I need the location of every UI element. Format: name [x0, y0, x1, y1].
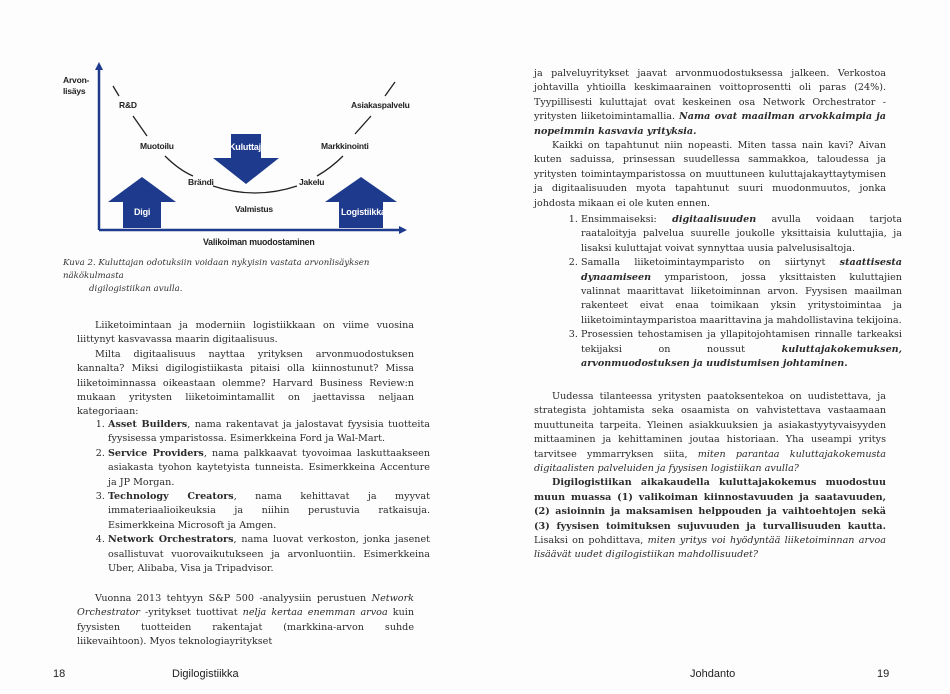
- label-muotoilu: Muotoilu: [140, 141, 174, 151]
- category-text: , nama luovat verkoston, jonka jasenet osallistuvat vuorovaikutukseen ja arvonluontiin. Esimerkkeina Uber, Alibaba, Visa ja Tripadvisor.: [108, 534, 430, 575]
- curve-segment: [317, 156, 343, 176]
- label-jakelu: Jakelu: [299, 177, 325, 187]
- left-closing-text: [77, 592, 414, 650]
- right-page: [475, 0, 950, 694]
- text-run-bold-italic: kuluttajakokemuksen, arvonmuodostuksen ja uudistumisen johtaminen.: [581, 343, 902, 370]
- label-digi: Digi: [134, 207, 151, 217]
- figure-caption: [63, 257, 423, 296]
- category-name: Service Providers: [108, 447, 204, 459]
- text-run: Prosessien tehostamisen ja yllapitojohtamisen rinnalle tarkeaksi tekijaksi on noussut: [581, 329, 902, 355]
- paragraph: [534, 476, 886, 562]
- paragraph: Milta digitaalisuus nayttaa yrityksen arvonmuodostuksen kannalta? Miksi digilogistiikasta pitaisi olla kiinnostunut? Missa liiketoiminnassa oikeastaan olemme? Harvard Business Review:n mukaan yritysten liiketoimintamallit on jaettavissa neljaan kategoriaan:: [77, 348, 414, 418]
- right-intro-text: [534, 67, 886, 211]
- x-axis-label: Valikoiman muodostaminen: [203, 237, 315, 247]
- paragraph-text: Liiketoimintaan ja moderniin logistiikkaan on viime vuosina liittynyt kasvavassa maarin digitaalisuus.: [77, 320, 414, 346]
- label-markkinointi: Markkinointi: [321, 141, 369, 151]
- list-item: [108, 447, 430, 490]
- text-run: ymparistoon, jossa yksittaisten kuluttajien valinnat maarittavat liiketoiminnan arvon. Fyysisen maailman rakenteet eivat enaa toimikaan yksin yritystoimintaa ja liiketoimintaymparistoa maarittavina ja mahdollistavina tekijoina.: [581, 271, 902, 326]
- label-valmistus: Valmistus: [235, 204, 273, 214]
- text-run: Uudessa tilanteessa yritysten paatoksentekoa on uudistettava, ja strategista johtamista seka osaamista on vahvistettava vastaamaan muuttuneita tarpeita. Yleinen asiakkuuksien ja asiakastyytyvaisyyden mittaaminen ja kehittaminen joutaa historiaan. Yha useampi yritys tarvitsee ymmarryksen siita,: [534, 391, 886, 460]
- text-run: ja palveluyritykset jaavat arvonmuodostuksessa jalkeen. Verkostoa johtavilla yhtioilla keskimaarainen voittoprosentti oli paras (24%). Tyypillisesti kuluttajat ovat keskeinen osa Network Orchestrator -yritysten liiketoimintamallia.: [534, 68, 886, 123]
- right-page-number: 19: [877, 668, 890, 680]
- label-logistiikka: Logistiikka: [341, 207, 386, 217]
- label-rd: R&D: [119, 100, 137, 110]
- text-run-italic: miten yritys voi hyödyntää liiketoiminnan arvoa lisäävät uudet digilogistiikan mahdollisuudet?: [534, 535, 886, 561]
- text-run-bold-italic: staattisesta dynaamiseen: [581, 257, 902, 283]
- list-item: [108, 490, 430, 533]
- text-run: Lisaksi on pohdittava,: [534, 535, 648, 547]
- label-brandi: Brändi: [188, 177, 214, 187]
- change-factors-list: [565, 213, 902, 371]
- text-run: Samalla liiketoimintaymparisto on siirtynyt: [581, 257, 840, 269]
- category-text: , nama kehittavat ja myyvat immateriaalioikeuksia ja niihin perustuvia ratkaisuja. Esimerkkeina Microsoft ja Amgen.: [108, 491, 430, 531]
- curve-segment: [355, 116, 371, 134]
- logistiikka-arrow: [325, 177, 397, 228]
- text-run: Vuonna 2013 tehtyyn S&P 500 -analyysiin perustuen: [95, 593, 372, 604]
- right-closing-text: [534, 390, 886, 563]
- caption-line1: Kuva 2. Kuluttajan odotuksiin voidaan nykyisin vastata arvonlisäyksen näkökulmasta: [63, 258, 370, 281]
- list-item: [581, 213, 902, 256]
- list-item: [581, 328, 902, 371]
- text-run: Ensimmaiseksi:: [581, 214, 673, 225]
- text-run-italic: miten parantaa kuluttajakokemusta digitaalisten palveluiden ja fyysisen logistiikan avulla?: [534, 448, 886, 475]
- text-run-bold-italic: Nama ovat maailman arvokkaimpia ja nopeimmin kasvavia yrityksia.: [534, 111, 886, 137]
- y-axis-label-line1: Arvon-: [63, 75, 90, 85]
- category-name: Technology Creators: [108, 491, 234, 503]
- y-axis-arrowhead: [95, 62, 103, 70]
- category-text: , nama palkkaavat tyovoimaa laskuttaakseen asiakasta tyohon kaytetyista tunneista. Esimerkkeina Accenture ja JP Morgan.: [108, 447, 430, 488]
- left-page-number: 18: [53, 668, 66, 680]
- category-name: Asset Builders: [108, 419, 188, 430]
- value-chain-diagram: [55, 62, 415, 252]
- paragraph: [77, 592, 414, 650]
- list-item: [108, 533, 430, 576]
- text-run-bold: Digilogistiikan aikakaudella kuluttajakokemus muodostuu muun muassa (1) valikoiman kiinnostavuuden ja saatavuuden, (2) asioinnin ja maksamisen helppouden ja vaihtoehtojen sekä (3) fyysisen toimituksen sujuvuuden ja turvallisuuden kautta.: [534, 477, 886, 532]
- text-run-italic: nelja kertaa enemman arvoa: [242, 607, 388, 619]
- diagram-graphics: [55, 62, 415, 252]
- business-model-categories: [92, 418, 430, 576]
- paragraph: [77, 319, 414, 348]
- left-intro-text: [77, 319, 414, 420]
- text-run: avulla voidaan tarjota raataloityja palvelua suurelle joukolle yksittaisia kuluttajia, ja lisaksi kuluttajat voivat synnyttaa uusia palvelusisaltoja.: [581, 214, 902, 254]
- curve-segment: [133, 116, 147, 136]
- paragraph: Kaikki on tapahtunut niin nopeasti. Miten tassa nain kavi? Aivan kuten saduissa, prinsessan suudellessa sammakkoa, taloudessa ja yritysten toimintaymparistossa on muuttuneen kuluttajakayttaytymisen ja digitaalisuuden myota tapahtunut suuri muodonmuutos, jonka johdosta mikaan ei ole kuten ennen.: [534, 140, 886, 209]
- right-running-title: Johdanto: [690, 668, 736, 680]
- label-asiakaspalvelu: Asiakaspalvelu: [351, 100, 410, 110]
- curve-segment: [213, 186, 297, 193]
- text-run: -yritykset tuottivat: [139, 607, 243, 619]
- paragraph: [534, 390, 886, 476]
- list-item: [108, 418, 430, 447]
- text-run-italic: Network Orchestrator: [77, 593, 414, 619]
- left-running-title: Digilogistiikka: [172, 668, 239, 680]
- digi-arrow: [108, 177, 176, 228]
- curve-segment: [165, 156, 193, 176]
- text-run-bold-italic: digitaalisuuden: [672, 214, 757, 225]
- list-item: [581, 256, 902, 328]
- x-axis-arrowhead: [399, 226, 407, 234]
- y-axis-label-line2: lisäys: [63, 86, 86, 96]
- curve-segment: [385, 82, 395, 96]
- caption-line2: digilogistiikan avulla.: [89, 284, 183, 294]
- label-kuluttaja: Kuluttaja: [229, 142, 266, 152]
- category-name: Network Orchestrators: [108, 534, 234, 546]
- paragraph: [534, 67, 886, 139]
- curve-segment: [113, 86, 119, 96]
- text-run: kuin fyysisten tuotteiden rakentajat (markkina-arvon suhde liikevaihtoon). Myos teknologiayritykset: [77, 607, 414, 648]
- category-text: , nama rakentavat ja jalostavat fyysisia tuotteita fyysisessa ymparistossa. Esimerkkeina Ford ja Wal-Mart.: [108, 419, 430, 445]
